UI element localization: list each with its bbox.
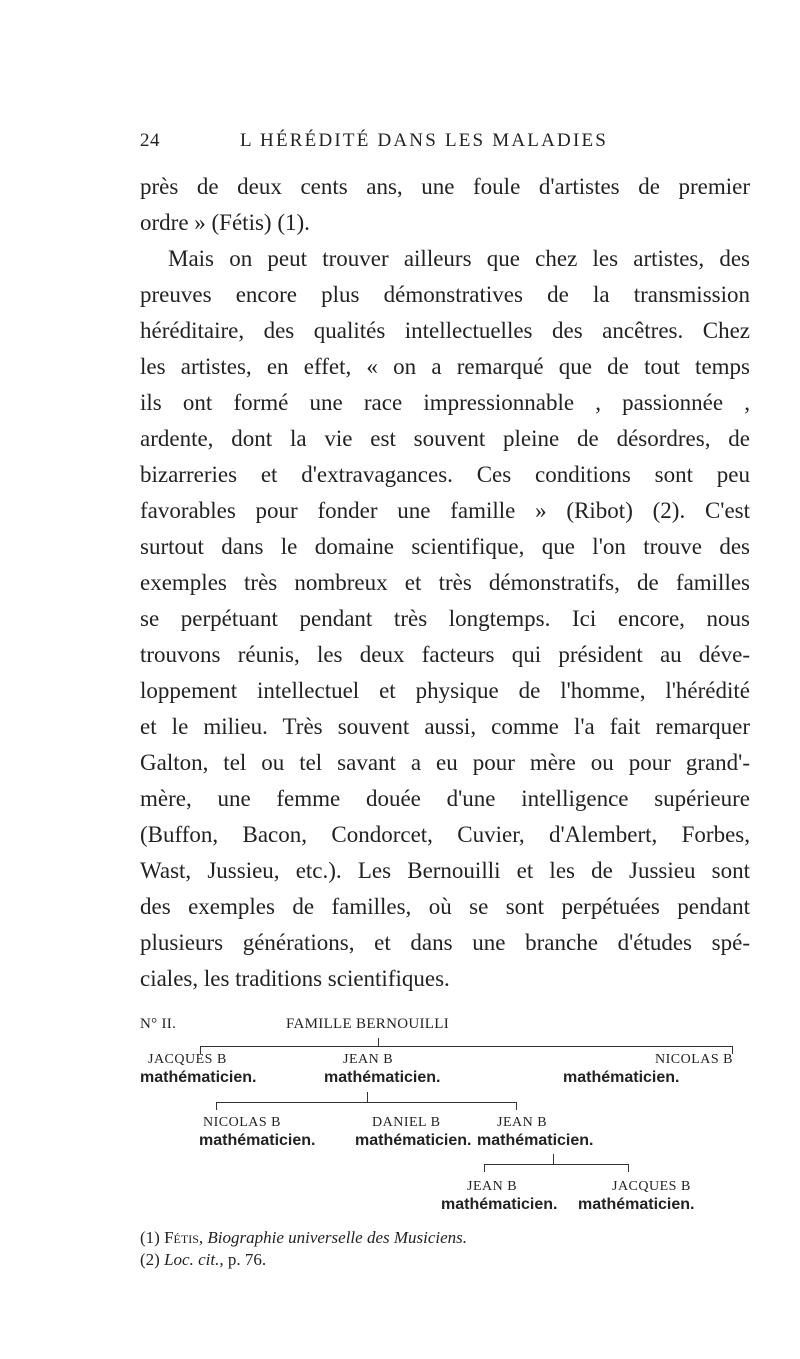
text-line: Mais on peut trouver ailleurs que chez les artistes, des [168,246,750,271]
footnotes [140,1227,467,1271]
text-line: mère, une femme douée d'une intelligence supérieure [140,786,750,811]
running-title: L HÉRÉDITÉ DANS LES MALADIES [240,130,609,151]
footnote-number: (1) [140,1228,160,1247]
text-line: les artistes, en effet, « on a remarqué que de tout temps [140,354,750,379]
footnote-work: Loc. cit., [164,1250,224,1269]
person-profession: mathématicien. [199,1132,316,1149]
footnote-number: (2) [140,1250,160,1269]
person-name: JACQUES B [148,1052,227,1067]
text-line: ciales, les traditions scientifiques. [140,966,450,991]
text-line: et le milieu. Très souvent aussi, comme l'a fait remarquer [140,714,750,739]
text-line: exemples très nombreux et très démonstratifs, de familles [140,570,750,595]
text-line: Wast, Jussieu, etc.). Les Bernouilli et les de Jussieu sont [140,858,750,883]
person-profession: mathématicien. [578,1196,695,1213]
person-name: JEAN B [497,1115,548,1130]
tree-connector [484,1164,485,1172]
text-line: Galton, tel ou tel savant a eu pour mère ou pour grand'- [140,750,750,775]
footnote-page: p. 76. [227,1250,267,1269]
tree-number: N° II. [140,1016,177,1032]
footnote-author: Fétis, [164,1228,204,1247]
text-line: des exemples de familles, où se sont perpétuées pendant [140,894,750,919]
text-line: ils ont formé une race impressionnable , passionnée , [140,390,750,415]
person-profession: mathématicien. [477,1132,594,1149]
person-name: JEAN B [467,1179,518,1194]
text-line: trouvons réunis, les deux facteurs qui président au déve- [140,642,750,667]
tree-connector [216,1102,516,1103]
text-line: loppement intellectuel et physique de l'homme, l'hérédité [140,678,750,703]
person-name: DANIEL B [372,1115,441,1130]
tree-connector [516,1102,517,1110]
tree-connector [484,1164,628,1165]
text-line: bizarreries et d'extravagances. Ces conditions sont peu [140,462,750,487]
person-profession: mathématicien. [563,1069,680,1086]
person-name: NICOLAS B [655,1052,734,1067]
footnote [140,1227,467,1249]
text-line: ordre » (Fétis) (1). [140,210,310,235]
person-name: JACQUES B [612,1179,691,1194]
tree-title: FAMILLE BERNOUILLI [286,1016,450,1032]
tree-connector [200,1046,732,1047]
text-line: (Buffon, Bacon, Condorcet, Cuvier, d'Alembert, Forbes, [140,822,750,847]
person-name: NICOLAS B [203,1115,282,1130]
text-line: favorables pour fonder une famille » (Ribot) (2). C'est [140,498,750,523]
person-profession: mathématicien. [140,1069,257,1086]
tree-connector [367,1092,368,1102]
text-line: ardente, dont la vie est souvent pleine de désordres, de [140,426,750,451]
footnote-work: Biographie universelle des Musiciens. [207,1228,468,1247]
footnote [140,1249,467,1271]
text-line: près de deux cents ans, une foule d'artistes de premier [140,174,750,199]
tree-connector [216,1102,217,1110]
text-line: héréditaire, des qualités intellectuelles des ancêtres. Chez [140,318,750,343]
text-line: plusieurs générations, et dans une branche d'études spé- [140,930,750,955]
tree-connector [378,1038,379,1046]
person-profession: mathématicien. [324,1069,441,1086]
text-line: se perpétuant pendant très longtemps. Ici encore, nous [140,606,750,631]
tree-connector [628,1164,629,1172]
tree-connector [553,1154,554,1164]
text-line: surtout dans le domaine scientifique, que l'on trouve des [140,534,750,559]
page-number: 24 [140,130,160,151]
person-name: JEAN B [343,1052,394,1067]
person-profession: mathématicien. [355,1132,472,1149]
person-profession: mathématicien. [441,1196,558,1213]
text-line: preuves encore plus démonstratives de la transmission [140,282,750,307]
